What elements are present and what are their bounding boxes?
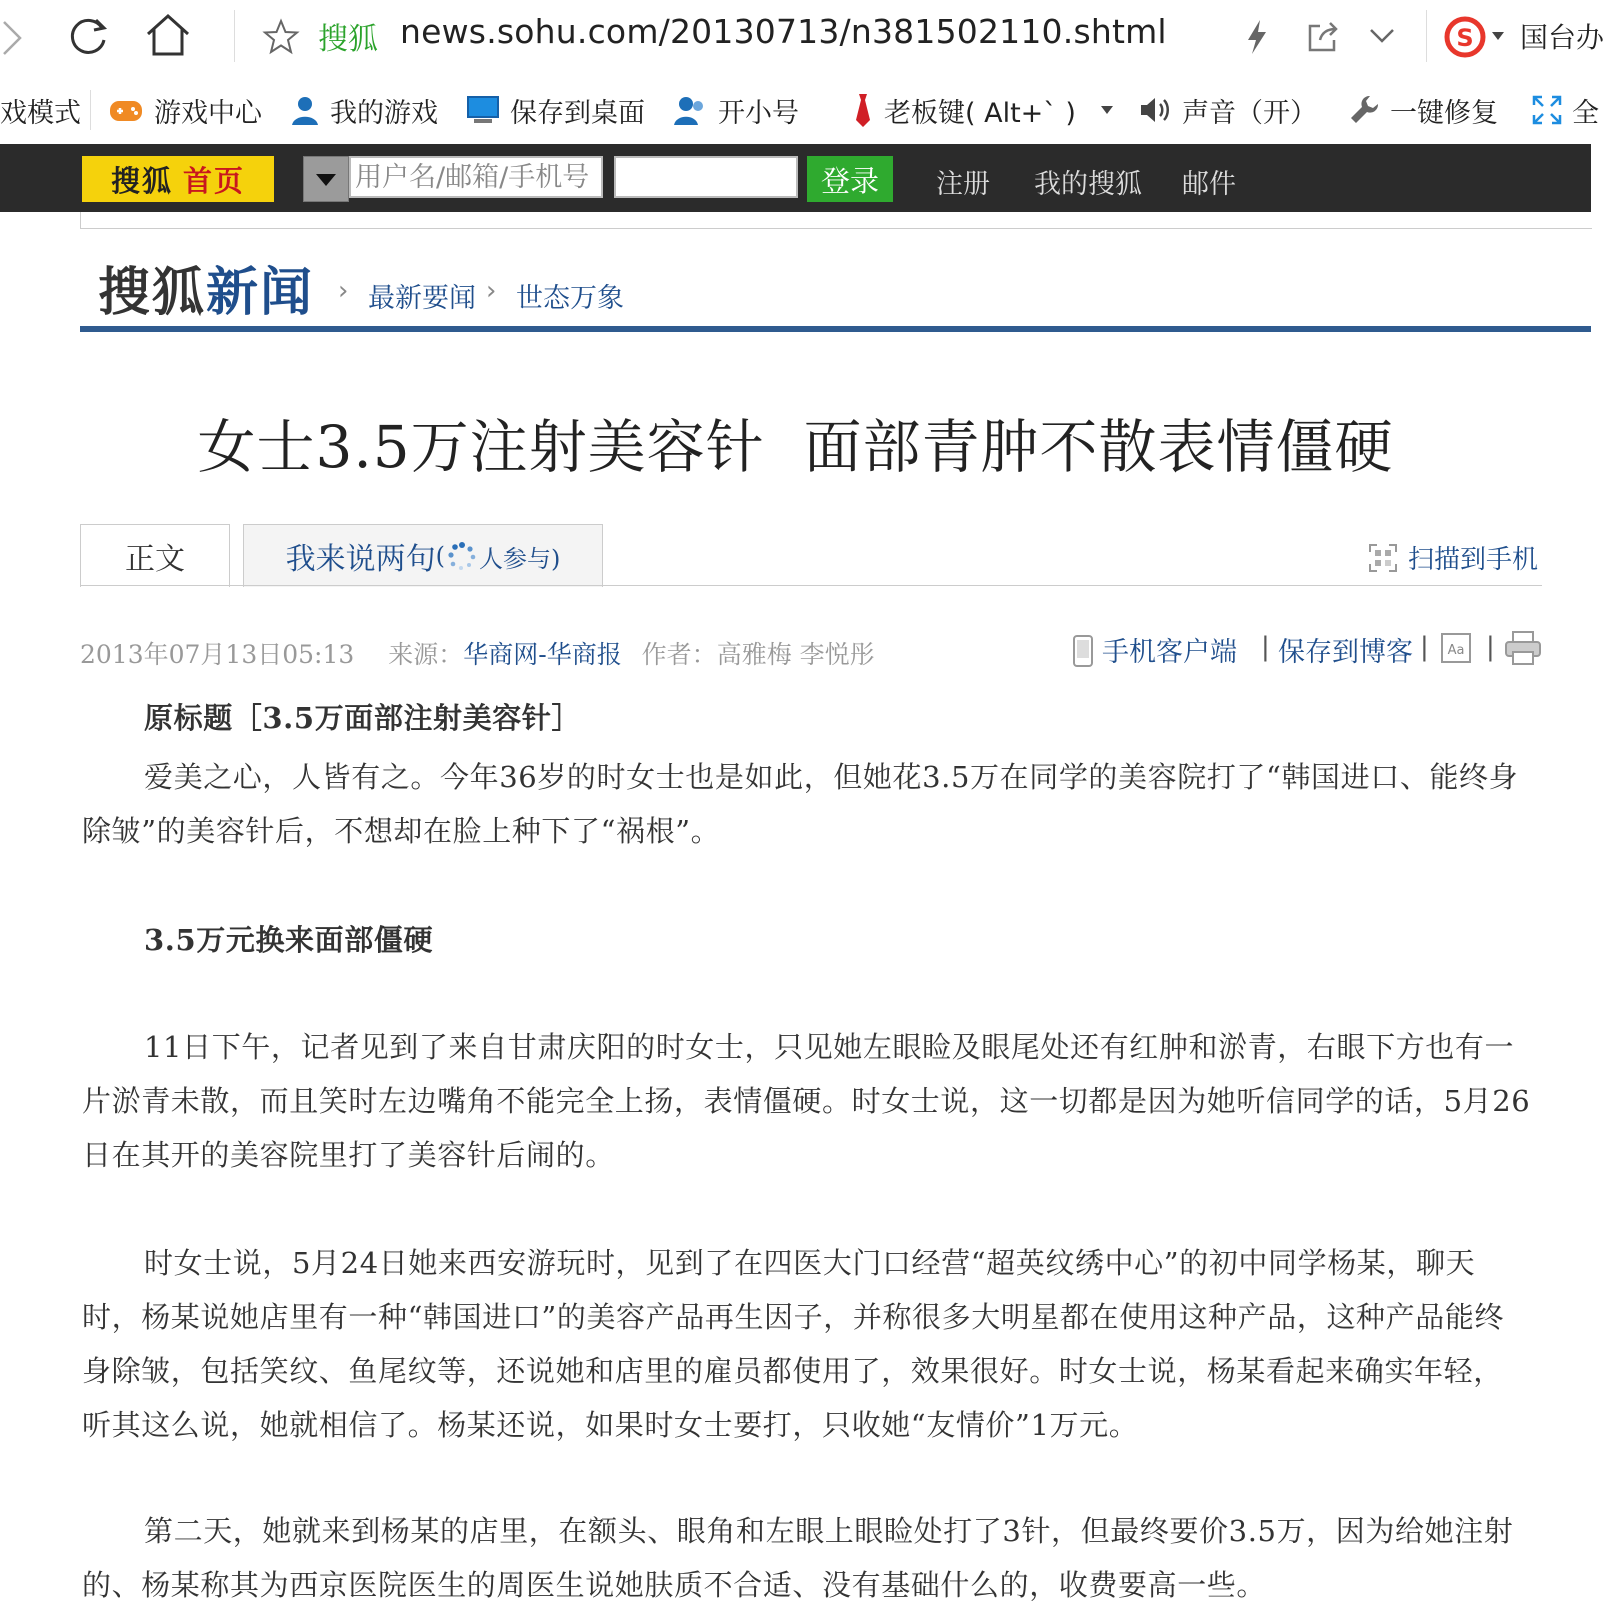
chevron-down-icon[interactable] [1368,26,1396,46]
my-sohu-link[interactable]: 我的搜狐 [1034,169,1142,200]
breadcrumb-chevron-icon: › [486,276,497,306]
forward-icon[interactable] [0,18,26,58]
share-icon[interactable] [1306,20,1340,54]
fav-item-boss-key[interactable] [852,90,1114,130]
fav-item-sound[interactable] [1138,90,1317,130]
tab-article[interactable] [80,524,230,587]
mobile-client-link[interactable] [1072,630,1237,669]
username-input[interactable]: 用户名/邮箱/手机号 [349,156,603,198]
article-title: 女士3.5万注射美容针 面部青肿不散表情僵硬 [197,413,1394,481]
fav-item-fullscreen[interactable] [1532,90,1599,130]
publish-date: 2013年07月13日05:13 [80,640,355,669]
speaker-icon [1138,95,1172,125]
breadcrumb-society[interactable]: 世态万象 [516,283,624,314]
header-divider [80,326,1591,332]
gamepad-icon [108,95,144,125]
fullscreen-icon [1532,95,1562,125]
font-size-icon[interactable] [1440,632,1472,664]
tab-article-label: 正文 [125,542,185,577]
home-icon[interactable] [144,12,192,58]
sohu-news-logo[interactable] [98,250,314,325]
article-subheading: 3.5万元换来面部僵硬 [144,923,434,957]
fav-item-game-center[interactable] [108,90,262,130]
source-label: 来源： [388,640,464,669]
author-label: 作者： [641,640,717,669]
scan-to-phone-label: 扫描到手机 [1408,545,1539,575]
register-link[interactable]: 注册 [936,169,990,200]
wrench-icon [1348,94,1380,126]
star-icon[interactable] [262,18,300,56]
refresh-icon[interactable] [66,14,110,58]
tab-comments-paren: ( [435,542,445,570]
sohu-top-bar [0,144,1591,212]
user-icon [290,94,320,126]
fav-item-save-desktop[interactable] [466,90,645,130]
fav-item-mode[interactable] [0,90,81,130]
mail-link[interactable]: 邮件 [1182,169,1236,200]
favorites-bar [0,76,1599,145]
fav-item-my-games[interactable] [290,90,438,130]
loading-spinner-icon [446,540,478,572]
fav-item-label: 我的游戏 [330,97,438,129]
fav-item-alt-account[interactable] [672,90,799,130]
svg-text:S: S [1456,24,1474,52]
fav-item-label: 游戏中心 [154,97,262,129]
fav-item-label: 一键修复 [1390,97,1498,129]
article-meta [80,635,875,671]
fav-item-label: 声音（开） [1182,97,1317,129]
article-paragraph: 第二天，她就来到杨某的店里，在额头、眼角和左眼上眼睑处打了3针，但最终要价3.5万，因为给她注射的、杨某称其为西京医院医生的周医生说她肤质不合适、没有基础什么的，收费要高一些。 [82,1514,1514,1602]
login-button[interactable]: 登录 [807,156,893,202]
caret-down-icon[interactable] [1100,105,1114,115]
breadcrumb-latest-news[interactable]: 最新要闻 [368,283,476,314]
tab-comments-label: 我来说两句 [285,542,436,577]
fav-item-repair[interactable] [1348,90,1498,130]
logo-part-sohu: 搜狐 [98,263,207,323]
tab-comments[interactable] [243,524,603,587]
url-site-name: 搜狐 [318,22,378,57]
fav-item-label: 开小号 [718,97,799,129]
divider: | [1486,632,1495,662]
fav-item-label: 戏模式 [0,97,81,129]
fav-item-label: 保存到桌面 [510,97,645,129]
caret-down-icon[interactable] [1490,30,1506,42]
lightning-icon[interactable] [1244,18,1270,56]
phone-icon [1072,635,1094,667]
scan-to-phone-link[interactable] [1368,539,1538,576]
fav-item-label: 全 [1572,97,1599,129]
logo-part-news: 新闻 [206,263,315,323]
source-link[interactable]: 华商网-华商报 [463,640,622,669]
article-paragraph: 爱美之心，人皆有之。今年36岁的时女士也是如此，但她花3.5万在同学的美容院打了“韩国进口、能终身除皱”的美容针后，不想却在脸上种下了“祸根”。 [82,760,1519,848]
header-frame [80,212,1592,229]
users-icon [672,94,708,126]
sogou-icon[interactable] [1444,14,1490,60]
original-title: 原标题［3.5万面部注射美容针］ [144,701,582,735]
divider: | [1261,632,1270,662]
address-bar[interactable]: news.sohu.com/20130713/n381502110.shtml [400,12,1167,51]
tabs-underline [80,585,1542,586]
divider: | [1420,632,1429,662]
qr-code-icon [1368,543,1398,573]
save-to-blog-link[interactable]: 保存到博客 [1278,637,1413,668]
monitor-icon [466,95,500,125]
author-names: 高雅梅 李悦彤 [716,640,875,669]
tab-comments-count-suffix: 人参与) [479,544,561,573]
home-button-label-highlight: 首页 [183,163,246,198]
browser-toolbar [0,0,1604,77]
necktie-icon [852,92,874,128]
svg-text:Aa: Aa [1447,643,1465,658]
print-icon[interactable] [1504,630,1542,666]
toolbar-news-ticker[interactable]: 国台办 [1520,21,1604,54]
password-input[interactable] [614,156,798,198]
mobile-client-label: 手机客户端 [1102,637,1237,668]
home-button-label: 搜狐 [110,163,173,198]
sohu-home-button[interactable] [82,156,274,202]
fav-item-label: 老板键( Alt+` ) [884,97,1076,129]
breadcrumb-chevron-icon: › [338,276,349,306]
article-paragraph: 11日下午，记者见到了来自甘肃庆阳的时女士，只见她左眼睑及眼尾处还有红肿和淤青，右眼下方也有一片淤青未散，而且笑时左边嘴角不能完全上扬，表情僵硬。时女士说，这一切都是因为她听信同学的话，5月26日在其开的美容院里打了美容针后闹的。 [82,1030,1531,1172]
login-type-dropdown[interactable] [303,156,349,202]
article-paragraph: 时女士说，5月24日她来西安游玩时，见到了在四医大门口经营“超英纹绣中心”的初中同学杨某，聊天时，杨某说她店里有一种“韩国进口”的美容产品再生因子，并称很多大明星都在使用这种产品，这种产品能终身除皱，包括笑纹、鱼尾纹等，还说她和店里的雇员都使用了，效果很好。时女士说，杨某看起来确实年轻，听其这么说，她就相信了。杨某还说，如果时女士要打，只收她“友情价”1万元。 [82,1246,1505,1442]
